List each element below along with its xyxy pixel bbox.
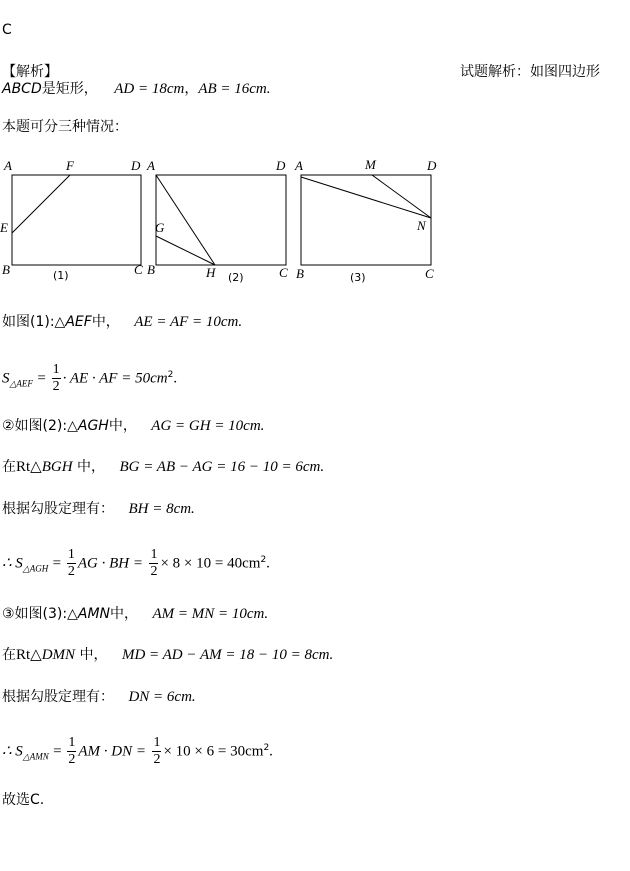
label-a1: A [4,158,12,173]
case2-rt-label: Rt△ [16,459,42,475]
case2-frac-2: $\frac{1}{2}$ [150,547,158,580]
case3-prefix: ③如图(3):△ [2,606,78,622]
case3-rt-tri: DMN [41,647,76,663]
case1-prefix: 如图(1):△ [2,314,66,330]
case3-area-mid: AM · DN = [78,743,147,760]
label-h2: H [206,265,216,280]
label-a3: A [295,158,303,173]
conclusion: 故选C. [2,792,45,808]
case3-py-eq: DN = 6cm. [128,689,196,705]
given-ab: AB = 16cm. [198,81,271,97]
case3-rt-eq: MD = AD − AM = 18 − 10 = 8cm. [121,647,334,663]
caption-2: (2) [228,271,244,284]
label-n3: N [417,218,426,233]
cases-intro: 本题可分三种情况： [2,119,128,135]
case2-area-rhs: × 8 × 10 = 40cm [160,555,261,572]
case3-tri: AMN [77,606,111,622]
given-sep: ， [184,81,199,97]
case2-rt: 在Rt△BGH 中， BG = AB − AG = 16 − 10 = 6cm. [2,459,325,475]
case1-eq: AE = AF = 10cm. [134,314,243,330]
rect-name: ABCD [2,81,42,97]
label-e1: E [0,220,8,235]
caption-1: (1) [53,269,69,282]
figure-2 [146,158,288,284]
case3-area-exp: 2 [263,743,270,753]
label-m3: M [365,157,376,172]
case1-line [2,312,242,332]
case1-area: $S_{\triangle AEF}$ = $\frac{1}{2}$ · AE · AF = $50cm^2$. [2,362,178,395]
case2-tri: AGH [77,418,109,434]
case3-frac-1: $\frac{1}{2}$ [68,735,76,768]
label-a2: A [147,158,155,173]
case1-area-exp: 2 [167,370,174,380]
case2-area-s: ∴ S [2,555,23,572]
case2-area: ∴ $S_{\triangle AGH}$ = $\frac{1}{2}$ AG · BH = $\frac{1}{2}$ × $8 \times 10 = 40cm^2$. [2,547,270,580]
case2-prefix: ②如图(2):△ [2,418,78,434]
case3-rt-label: Rt△ [16,647,42,663]
case2-pythag [2,499,195,519]
figure-3 [294,157,437,284]
label-d3: D [427,158,437,173]
analysis-label: 【解析】 [2,64,58,80]
answer: C [2,22,12,38]
figures [0,150,450,290]
case1-area-sub: △AEF [9,378,33,389]
given-ad: AD = 18cm [114,81,185,97]
case3-area-s: ∴ S [2,743,23,760]
label-f1: F [66,158,74,173]
case2-py-eq: BH = 8cm. [128,501,195,517]
label-b2: B [147,262,155,277]
case1-area-s: S [2,370,10,387]
case2-frac-1: $\frac{1}{2}$ [67,547,75,580]
rect-2 [156,175,286,265]
case2-rt-tri: BGH [41,459,73,475]
analysis-intro: 试题解析：如图四边形 [460,64,600,80]
case3-area-sub: △AMN [22,751,49,762]
case1-frac: $\frac{1}{2}$ [52,362,60,395]
caption-3: (3) [350,271,366,284]
label-c1: C [134,262,143,277]
segment-mn [372,175,431,218]
segment-ef [12,175,70,233]
case2-py-text: 根据勾股定理有： [2,501,114,517]
case3-line [2,604,268,624]
label-b1: B [2,262,10,277]
label-d2: D [276,158,286,173]
given-line [2,79,271,99]
given-text: 是矩形， [41,81,98,97]
segment-gh [156,236,215,265]
label-d1: D [131,158,141,173]
case2-line [2,416,264,436]
rect-1 [12,175,141,265]
case3-eq: AM = MN = 10cm. [152,606,269,622]
label-b3: B [296,266,304,281]
case1-area-rhs: · AE · AF = 50cm [62,370,168,387]
rect-3 [301,175,431,265]
case3-mid: 中， [110,606,139,622]
case3-py-text: 根据勾股定理有： [2,689,114,705]
case3-rt: 在Rt△DMN 中， MD = AD − AM = 18 − 10 = 8cm. [2,647,334,663]
case2-area-mid: AG · BH = [77,555,144,572]
label-c3: C [425,266,434,281]
case3-area: ∴ $S_{\triangle AMN}$ = $\frac{1}{2}$ AM · DN = $\frac{1}{2}$ × $10 \times 6 = 30cm^2$. [2,735,273,768]
case1-mid: 中， [91,314,120,330]
case2-mid: 中， [108,418,137,434]
case2-area-sub: △AGH [22,563,49,574]
case1-tri: AEF [65,314,92,330]
case3-area-rhs: × 10 × 6 = 30cm [163,743,264,760]
segment-ah [156,175,215,265]
case3-frac-2: $\frac{1}{2}$ [153,735,161,768]
case2-eq: AG = GH = 10cm. [151,418,265,434]
segment-an [301,177,431,218]
figure-1 [0,158,143,282]
case3-pythag [2,687,196,707]
case2-rt-eq: BG = AB − AG = 16 − 10 = 6cm. [119,459,325,475]
label-c2: C [279,265,288,280]
case2-area-exp: 2 [260,555,267,565]
label-g2: G [155,220,165,235]
